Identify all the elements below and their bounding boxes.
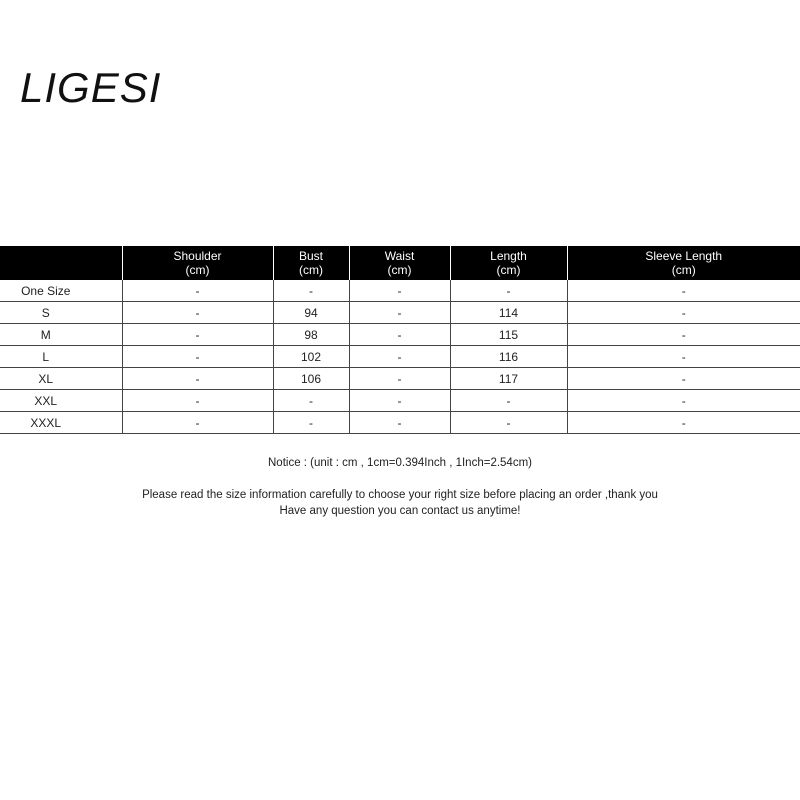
bust-cell: - [273,390,349,412]
length-cell: 115 [450,324,567,346]
table-row [0,390,800,412]
header-bust-label: Bust [298,249,323,263]
header-shoulder-label: Shoulder [173,249,222,263]
header-waist-unit: (cm) [387,263,412,277]
sleeve-cell: - [567,302,800,324]
sleeve-cell: - [567,324,800,346]
waist-cell: - [349,302,450,324]
shoulder-cell: - [122,346,273,368]
size-cell: XL [0,368,122,390]
length-cell: - [450,412,567,434]
header-length-label: Length [490,249,527,263]
size-cell: S [0,302,122,324]
size-cell: One Size [0,280,122,302]
waist-cell: - [349,390,450,412]
sleeve-cell: - [567,346,800,368]
header-sleeve-length-label: Sleeve Length [645,249,723,263]
header-sleeve-length-unit: (cm) [671,263,696,277]
size-advice-line-1: Please read the size information carefully to choose your right size before placing an order ,thank you [142,489,658,501]
size-cell: XXL [0,390,122,412]
waist-cell: - [349,280,450,302]
length-cell: 117 [450,368,567,390]
table-row [0,302,800,324]
size-cell: M [0,324,122,346]
bust-cell: - [273,412,349,434]
shoulder-cell: - [122,302,273,324]
size-advice [0,487,800,519]
contact-line: Have any question you can contact us anytime! [279,505,521,517]
size-chart-table [0,246,800,434]
bust-cell: 106 [273,368,349,390]
length-cell: 114 [450,302,567,324]
length-cell: 116 [450,346,567,368]
shoulder-cell: - [122,280,273,302]
size-cell: L [0,346,122,368]
table-row [0,368,800,390]
header-shoulder-unit: (cm) [185,263,210,277]
header-shoulder [122,246,273,280]
shoulder-cell: - [122,368,273,390]
header-size [0,246,122,280]
table-row [0,346,800,368]
header-length-unit: (cm) [496,263,521,277]
header-length [450,246,567,280]
shoulder-cell: - [122,390,273,412]
length-cell: - [450,280,567,302]
table-header-row [0,246,800,280]
sleeve-cell: - [567,368,800,390]
bust-cell: 102 [273,346,349,368]
sleeve-cell: - [567,390,800,412]
bust-cell: 94 [273,302,349,324]
header-bust [273,246,349,280]
table-row [0,412,800,434]
shoulder-cell: - [122,412,273,434]
header-bust-unit: (cm) [299,263,323,277]
header-waist-label: Waist [384,249,415,263]
bust-cell: - [273,280,349,302]
length-cell: - [450,390,567,412]
sleeve-cell: - [567,412,800,434]
header-waist [349,246,450,280]
size-cell: XXXL [0,412,122,434]
shoulder-cell: - [122,324,273,346]
bust-cell: 98 [273,324,349,346]
waist-cell: - [349,412,450,434]
waist-cell: - [349,346,450,368]
brand-logo-text: LIGESI [20,64,162,111]
sleeve-cell: - [567,280,800,302]
table-row [0,280,800,302]
waist-cell: - [349,324,450,346]
table-row [0,324,800,346]
header-sleeve-length [567,246,800,280]
waist-cell: - [349,368,450,390]
unit-notice: Notice : (unit : cm , 1cm=0.394Inch , 1Inch=2.54cm) [268,457,532,469]
